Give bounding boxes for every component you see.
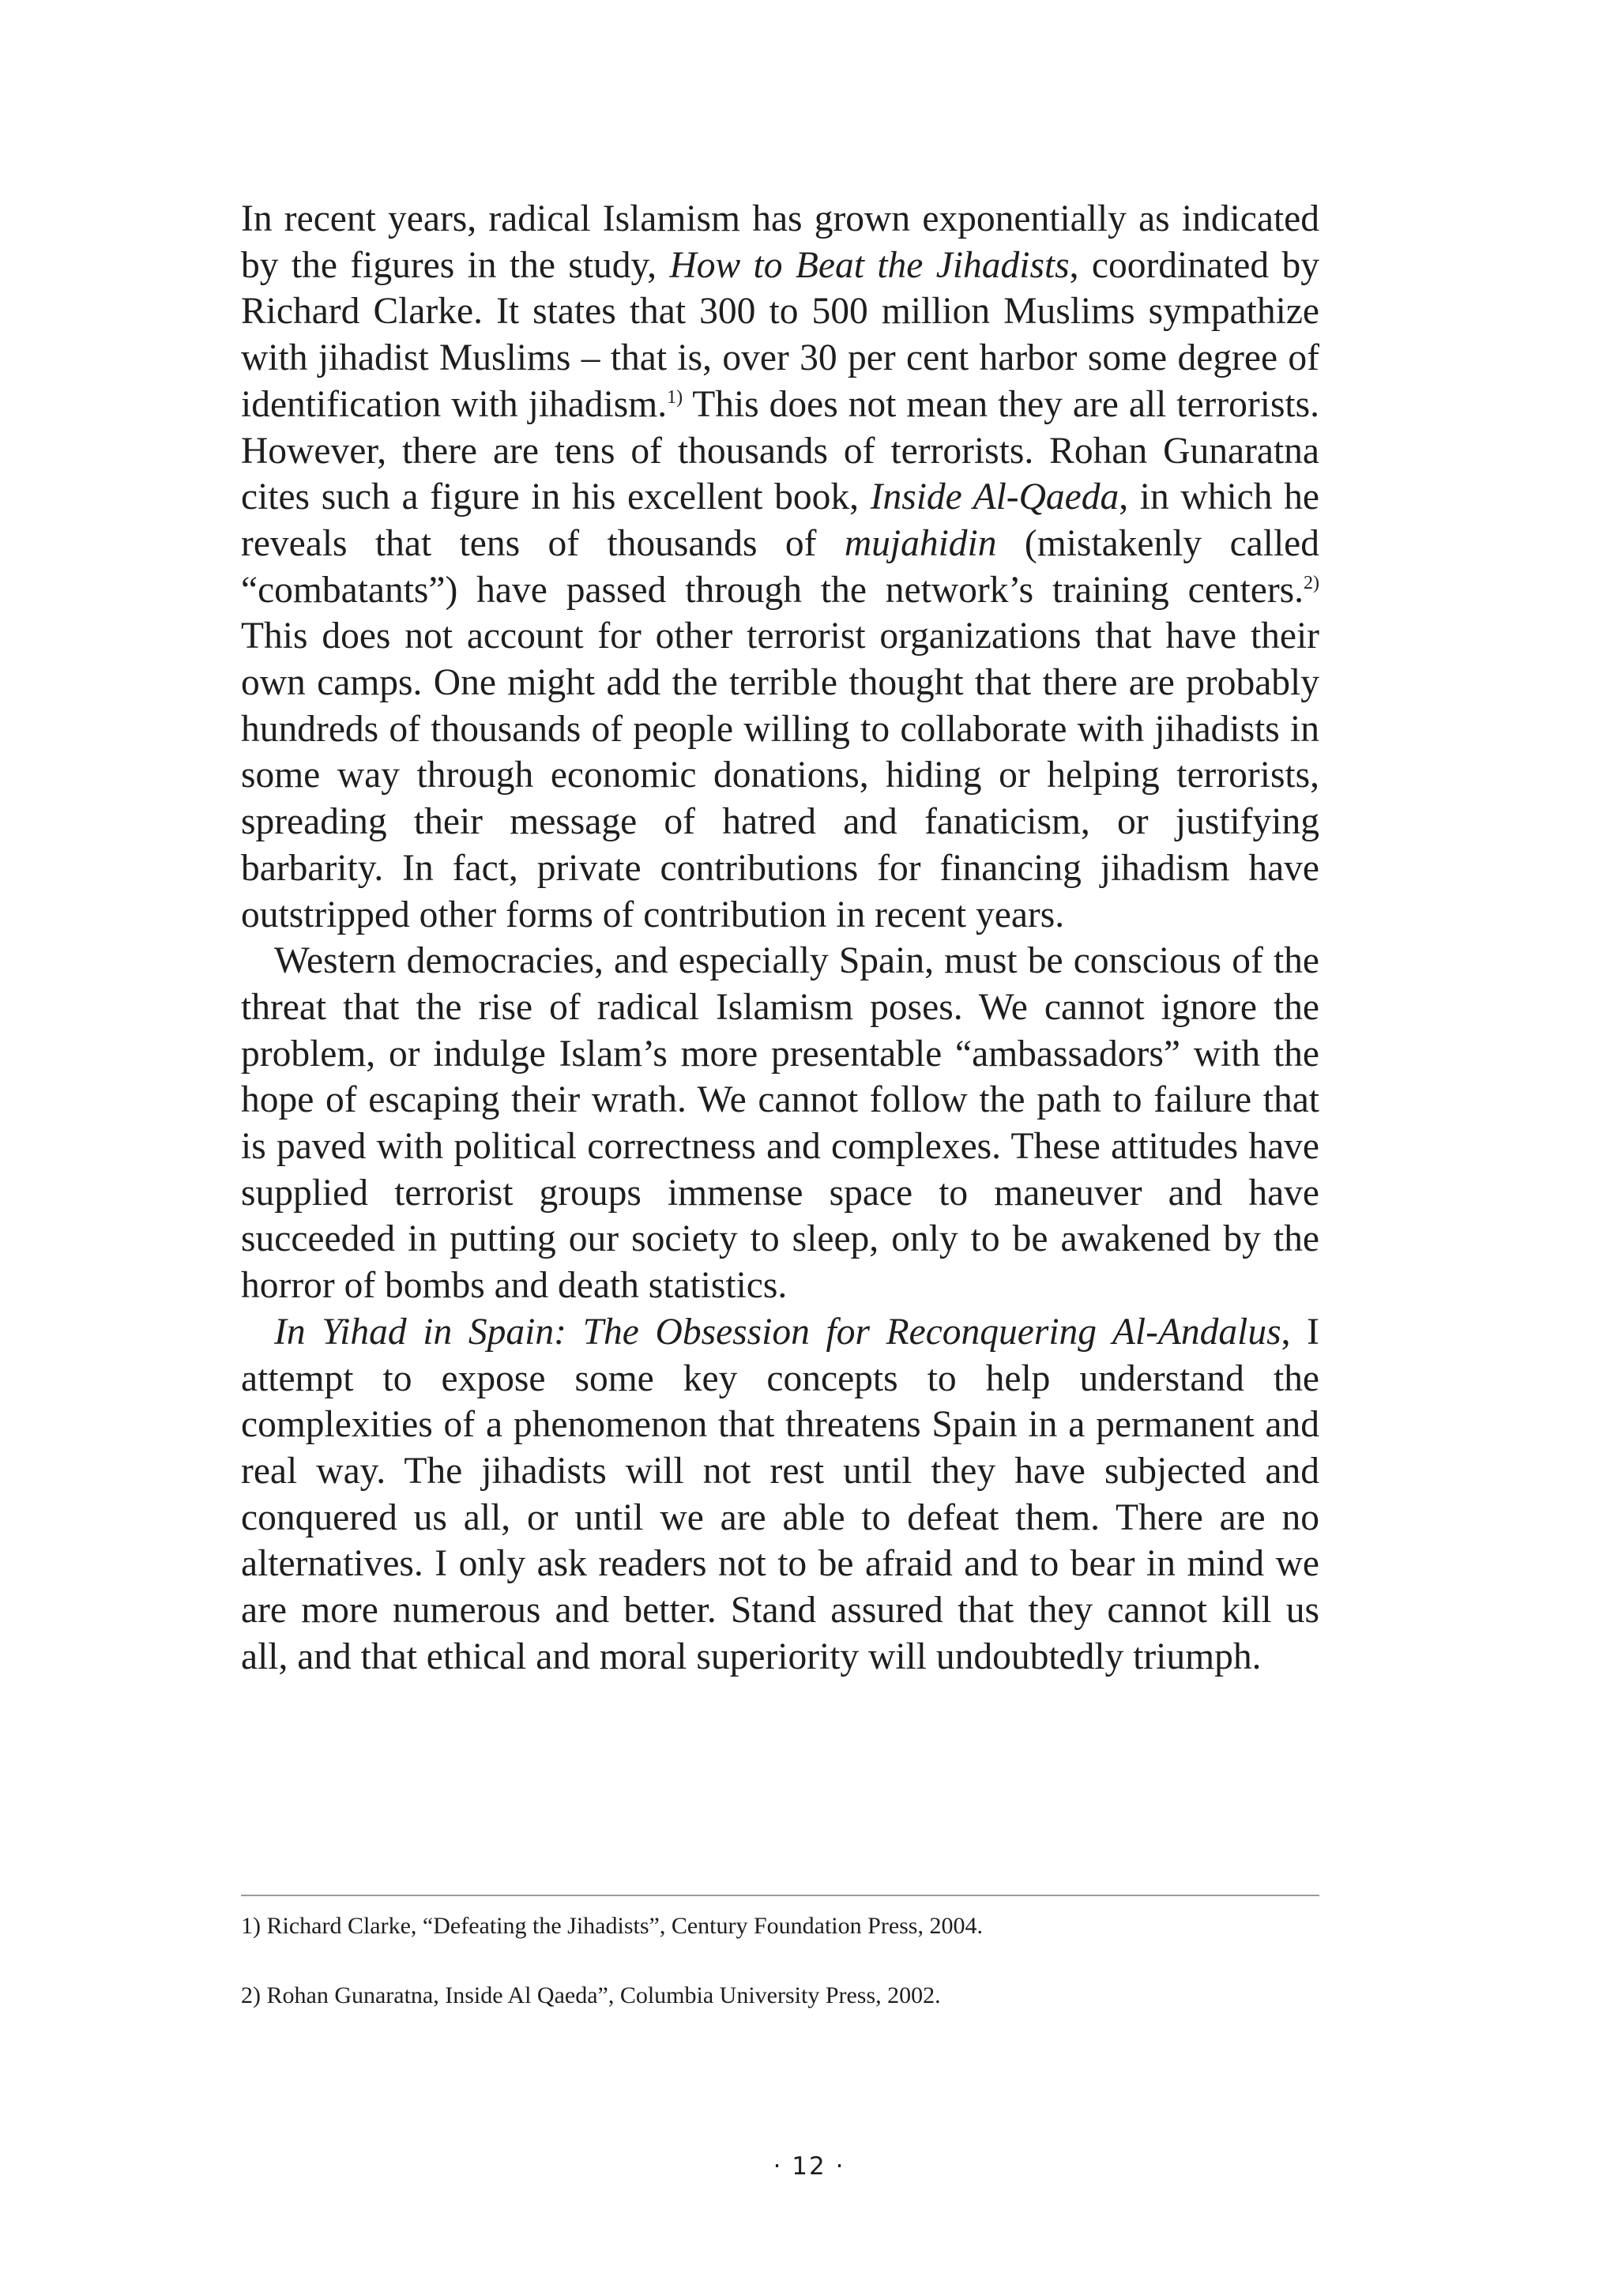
italic-term: mujahidin <box>844 522 997 564</box>
footnote-ref-1: 1) <box>667 386 683 408</box>
footnote: 2) Rohan Gunaratna, Inside Al Qaeda”, Columbia University Press, 2002. <box>241 1982 941 2008</box>
paragraph <box>241 1309 1319 1681</box>
text-run: , coordinated by Richard Clarke. It states that 300 to 500 million Muslims sympathize with jihadist Muslims – that is, over 30 per cent harbor some degree of identification with jihadism. <box>241 244 1319 425</box>
italic-book-title: How to Beat the Jihadists <box>669 244 1070 286</box>
text-run: (mistakenly called “combatants”) have passed through the network’s training centers. <box>241 522 1319 611</box>
text-run: In recent years, radical Islamism has grown exponentially as indicated by the figures in the study, <box>241 198 1319 286</box>
text-run: , in which he reveals that tens of thousands of <box>241 476 1319 564</box>
text-run: Western democracies, and especially Spain, must be conscious of the threat that the rise of radical Islamism poses. We cannot ignore the problem, or indulge Islam’s more presentable “ambassadors” with the hope of escaping their wrath. We cannot follow the path to failure that is paved with political correctness and complexes. These attitudes have supplied terrorist groups immense space to maneuver and have succeeded in putting our society to sleep, only to be awakened by the horror of bombs and death statistics. <box>241 940 1319 1307</box>
footnote: 1) Richard Clarke, “Defeating the Jihadists”, Century Foundation Press, 2004. <box>241 1913 983 1939</box>
text-run: This does not mean they are all terrorists. However, there are tens of thousands of terrorists. Rohan Gunaratna cites such a figure in his excellent book, <box>241 383 1319 518</box>
italic-book-title: In Yihad in Spain: The Obsession for Reconquering Al-Andalus <box>274 1311 1281 1353</box>
footnote-ref-2: 2) <box>1304 572 1319 593</box>
text-run: This does not account for other terrorist organizations that have their own camps. One might add the terrible thought that there are probably hundreds of thousands of people willing to collaborate with jihadists in some way through economic donations, hiding or helping terrorists, spreading their message of hatred and fanaticism, or justifying barbarity. In fact, private contributions for financing jihadism have outstripped other forms of contribution in recent years. <box>241 615 1319 935</box>
italic-book-title: Inside Al-Qaeda <box>870 476 1119 518</box>
paragraph <box>241 938 1319 1309</box>
paragraph <box>241 196 1319 938</box>
footnote-divider <box>241 1895 1319 1896</box>
body-text <box>241 196 1319 1681</box>
page-number: · 12 · <box>773 2152 845 2181</box>
text-run: , I attempt to expose some key concepts to help understand the complexities of a phenomenon that threatens Spain in a permanent and real way. The jihadists will not rest until they have subjected and conquered us all, or until we are able to defeat them. There are no alternatives. I only ask readers not to be afraid and to bear in mind we are more numerous and better. Stand assured that they cannot kill us all, and that ethical and moral superiority will undoubtedly triumph. <box>241 1311 1320 1677</box>
footnotes <box>241 1910 1319 2012</box>
